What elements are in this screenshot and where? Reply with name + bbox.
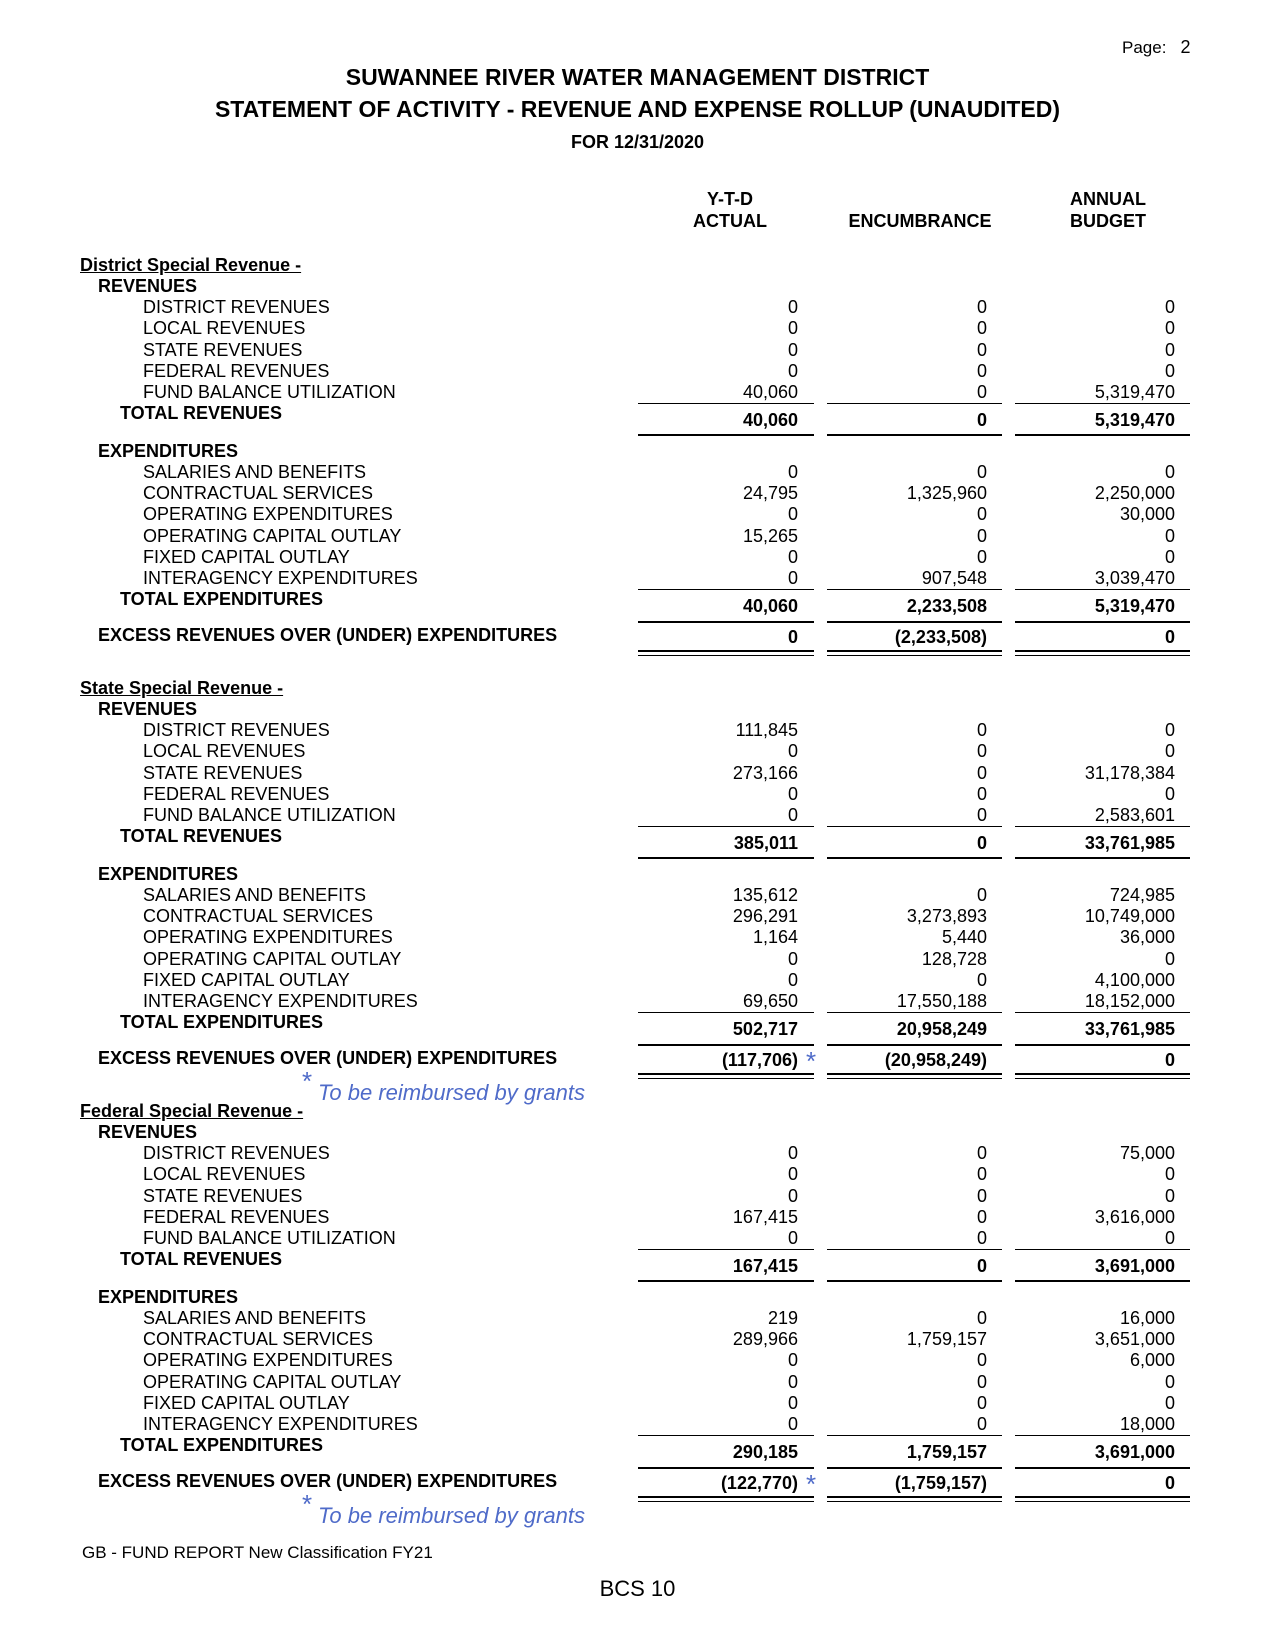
total-revenues-label: TOTAL REVENUES bbox=[120, 402, 283, 423]
total-expenditures-enc: 20,958,249 bbox=[896, 1018, 987, 1039]
total-rule bbox=[1015, 1044, 1190, 1046]
section-heading-expenditures: EXPENDITURES bbox=[98, 863, 239, 884]
line-item-budget: 5,319,470 bbox=[1094, 382, 1175, 403]
double-rule-top bbox=[827, 650, 1002, 652]
line-item-label: CONTRACTUAL SERVICES bbox=[143, 1329, 374, 1350]
line-item-budget: 0 bbox=[1164, 720, 1175, 740]
line-item-label: FIXED CAPITAL OUTLAY bbox=[143, 547, 350, 567]
fund-title: District Special Revenue - bbox=[80, 255, 302, 275]
line-item-label: SALARIES AND BENEFITS bbox=[143, 461, 367, 482]
total-rule bbox=[638, 1044, 814, 1046]
line-item-budget: 10,749,000 bbox=[1084, 906, 1175, 927]
line-item-label: SALARIES AND BENEFITS bbox=[143, 1307, 367, 1328]
double-rule-top bbox=[1015, 1073, 1190, 1075]
line-item-label: STATE REVENUES bbox=[143, 1185, 303, 1206]
line-item-ytd: 0 bbox=[787, 805, 798, 826]
line-item-label: FEDERAL REVENUES bbox=[143, 1206, 330, 1227]
line-item-label: SALARIES AND BENEFITS bbox=[143, 884, 367, 905]
total-expenditures-label: TOTAL EXPENDITURES bbox=[120, 588, 324, 609]
line-item-enc: 3,273,893 bbox=[906, 906, 987, 927]
line-item-enc: 1,759,157 bbox=[906, 1329, 987, 1350]
line-item-budget: 0 bbox=[1164, 1393, 1175, 1413]
line-item-label: OPERATING EXPENDITURES bbox=[143, 1350, 393, 1371]
line-item-ytd: 69,650 bbox=[742, 991, 798, 1012]
line-item-enc: 0 bbox=[976, 741, 987, 762]
line-item-ytd: 0 bbox=[787, 339, 798, 360]
line-item-budget: 4,100,000 bbox=[1094, 970, 1175, 990]
double-rule-bottom bbox=[827, 655, 1002, 656]
line-item-enc: 0 bbox=[976, 1206, 987, 1227]
total-expenditures-label: TOTAL EXPENDITURES bbox=[120, 1011, 324, 1032]
total-revenues-ytd: 385,011 bbox=[733, 832, 798, 853]
line-item-budget: 75,000 bbox=[1119, 1143, 1175, 1163]
section-heading-revenues: REVENUES bbox=[98, 276, 198, 296]
subtotal-rule bbox=[638, 1435, 814, 1436]
line-item-ytd: 0 bbox=[787, 783, 798, 804]
asterisk-mark: * bbox=[806, 1468, 817, 1499]
subtotal-rule bbox=[827, 589, 1002, 590]
double-rule-top bbox=[638, 1073, 814, 1075]
total-rule bbox=[827, 621, 1002, 623]
line-item-ytd: 0 bbox=[787, 547, 798, 567]
line-item-budget: 6,000 bbox=[1129, 1350, 1175, 1371]
line-item-enc: 0 bbox=[976, 720, 987, 740]
line-item-ytd: 0 bbox=[787, 1185, 798, 1206]
total-revenues-enc: 0 bbox=[976, 1255, 987, 1276]
excess-enc: (2,233,508) bbox=[894, 626, 987, 647]
line-item-ytd: 0 bbox=[787, 504, 798, 525]
line-item-enc: 0 bbox=[976, 318, 987, 339]
double-rule-bottom bbox=[638, 1078, 814, 1079]
line-item-ytd: 273,166 bbox=[732, 762, 798, 783]
line-item-enc: 0 bbox=[976, 762, 987, 783]
fund-title: Federal Special Revenue - bbox=[80, 1101, 304, 1121]
total-expenditures-budget: 33,761,985 bbox=[1084, 1018, 1175, 1039]
line-item-ytd: 0 bbox=[787, 1143, 798, 1163]
line-item-budget: 0 bbox=[1164, 783, 1175, 804]
line-item-enc: 0 bbox=[976, 1350, 987, 1371]
line-item-ytd: 135,612 bbox=[732, 884, 798, 905]
line-item-budget: 0 bbox=[1164, 318, 1175, 339]
line-item-ytd: 0 bbox=[787, 1371, 798, 1392]
line-item-budget: 2,250,000 bbox=[1094, 483, 1175, 504]
double-rule-bottom bbox=[1015, 655, 1190, 656]
line-item-budget: 0 bbox=[1164, 1228, 1175, 1249]
excess-enc: (1,759,157) bbox=[894, 1472, 987, 1493]
line-item-enc: 0 bbox=[976, 1393, 987, 1413]
line-item-label: OPERATING EXPENDITURES bbox=[143, 504, 393, 525]
total-revenues-budget: 3,691,000 bbox=[1094, 1255, 1175, 1276]
line-item-enc: 0 bbox=[976, 1371, 987, 1392]
line-item-ytd: 0 bbox=[787, 1393, 798, 1413]
line-item-budget: 18,000 bbox=[1119, 1414, 1175, 1435]
total-rule bbox=[638, 434, 814, 436]
double-rule-bottom bbox=[1015, 1501, 1190, 1502]
footer-code: BCS 10 bbox=[599, 1576, 676, 1601]
total-rule bbox=[1015, 434, 1190, 436]
line-item-ytd: 0 bbox=[787, 1350, 798, 1371]
line-item-label: OPERATING CAPITAL OUTLAY bbox=[143, 525, 402, 546]
subtotal-rule bbox=[827, 403, 1002, 404]
line-item-ytd: 0 bbox=[787, 1164, 798, 1185]
total-rule bbox=[1015, 857, 1190, 859]
total-expenditures-budget: 5,319,470 bbox=[1094, 595, 1175, 616]
line-item-enc: 0 bbox=[976, 1185, 987, 1206]
line-item-label: FEDERAL REVENUES bbox=[143, 360, 330, 381]
line-item-budget: 36,000 bbox=[1119, 927, 1175, 948]
line-item-enc: 17,550,188 bbox=[896, 991, 987, 1012]
line-item-budget: 724,985 bbox=[1109, 884, 1175, 905]
subtotal-rule bbox=[1015, 1249, 1190, 1250]
line-item-label: LOCAL REVENUES bbox=[143, 1164, 306, 1185]
line-item-enc: 0 bbox=[976, 1307, 987, 1328]
line-item-ytd: 0 bbox=[787, 297, 798, 317]
line-item-enc: 0 bbox=[976, 360, 987, 381]
line-item-label: DISTRICT REVENUES bbox=[143, 720, 330, 740]
excess-ytd: (122,770) bbox=[720, 1472, 798, 1493]
subtotal-rule bbox=[1015, 589, 1190, 590]
page-number bbox=[1122, 37, 1190, 58]
line-item-ytd: 24,795 bbox=[742, 483, 798, 504]
asterisk-mark: * bbox=[806, 1045, 817, 1076]
total-expenditures-ytd: 40,060 bbox=[742, 595, 798, 616]
line-item-enc: 0 bbox=[976, 547, 987, 567]
double-rule-top bbox=[1015, 650, 1190, 652]
line-item-budget: 0 bbox=[1164, 360, 1175, 381]
subtotal-rule bbox=[638, 1249, 814, 1250]
line-item-budget: 18,152,000 bbox=[1084, 991, 1175, 1012]
total-rule bbox=[827, 857, 1002, 859]
line-item-ytd: 0 bbox=[787, 1228, 798, 1249]
line-item-enc: 0 bbox=[976, 382, 987, 403]
line-item-label: DISTRICT REVENUES bbox=[143, 1143, 330, 1163]
line-item-label: INTERAGENCY EXPENDITURES bbox=[143, 568, 418, 589]
total-revenues-ytd: 40,060 bbox=[742, 409, 798, 430]
subtotal-rule bbox=[1015, 826, 1190, 827]
subtotal-rule bbox=[1015, 1435, 1190, 1436]
total-revenues-label: TOTAL REVENUES bbox=[120, 825, 283, 846]
line-item-enc: 0 bbox=[976, 504, 987, 525]
line-item-budget: 0 bbox=[1164, 1371, 1175, 1392]
line-item-budget: 0 bbox=[1164, 297, 1175, 317]
line-item-enc: 0 bbox=[976, 1164, 987, 1185]
line-item-label: FUND BALANCE UTILIZATION bbox=[143, 1228, 396, 1249]
page-label: Page: bbox=[1122, 38, 1167, 57]
total-revenues-budget: 5,319,470 bbox=[1094, 409, 1175, 430]
double-rule-bottom bbox=[1015, 1078, 1190, 1079]
line-item-enc: 0 bbox=[976, 1414, 987, 1435]
total-rule bbox=[1015, 621, 1190, 623]
total-rule bbox=[638, 857, 814, 859]
total-rule bbox=[638, 621, 814, 623]
line-item-label: OPERATING CAPITAL OUTLAY bbox=[143, 948, 402, 969]
line-item-budget: 3,616,000 bbox=[1094, 1206, 1175, 1227]
excess-label: EXCESS REVENUES OVER (UNDER) EXPENDITURES bbox=[98, 1047, 558, 1068]
subtotal-rule bbox=[1015, 403, 1190, 404]
subtotal-rule bbox=[638, 1012, 814, 1013]
excess-budget: 0 bbox=[1164, 626, 1175, 647]
excess-budget: 0 bbox=[1164, 1472, 1175, 1493]
line-item-budget: 0 bbox=[1164, 948, 1175, 969]
line-item-label: CONTRACTUAL SERVICES bbox=[143, 483, 374, 504]
total-rule bbox=[827, 1467, 1002, 1469]
line-item-enc: 0 bbox=[976, 461, 987, 482]
line-item-ytd: 111,845 bbox=[735, 720, 798, 740]
line-item-ytd: 167,415 bbox=[732, 1206, 798, 1227]
total-expenditures-enc: 1,759,157 bbox=[906, 1441, 987, 1462]
line-item-ytd: 0 bbox=[787, 461, 798, 482]
line-item-ytd: 289,966 bbox=[732, 1329, 798, 1350]
footer-text: GB - FUND REPORT New Classification FY21 bbox=[82, 1543, 433, 1562]
line-item-label: STATE REVENUES bbox=[143, 339, 303, 360]
report-title: STATEMENT OF ACTIVITY - REVENUE AND EXPENSE ROLLUP (UNAUDITED) bbox=[214, 96, 1061, 122]
page-value: 2 bbox=[1180, 37, 1191, 57]
section-heading-revenues: REVENUES bbox=[98, 1122, 198, 1142]
line-item-enc: 0 bbox=[976, 884, 987, 905]
total-expenditures-label: TOTAL EXPENDITURES bbox=[120, 1434, 324, 1455]
double-rule-bottom bbox=[827, 1078, 1002, 1079]
total-revenues-ytd: 167,415 bbox=[732, 1255, 798, 1276]
subtotal-rule bbox=[827, 1012, 1002, 1013]
double-rule-top bbox=[1015, 1496, 1190, 1498]
line-item-enc: 0 bbox=[976, 970, 987, 990]
excess-enc: (20,958,249) bbox=[884, 1049, 987, 1070]
double-rule-top bbox=[638, 1496, 814, 1498]
line-item-label: FIXED CAPITAL OUTLAY bbox=[143, 970, 350, 990]
subtotal-rule bbox=[638, 403, 814, 404]
line-item-label: FUND BALANCE UTILIZATION bbox=[143, 382, 396, 403]
reimbursement-note: To be reimbursed by grants bbox=[318, 1502, 585, 1528]
line-item-ytd: 15,265 bbox=[742, 525, 798, 546]
total-expenditures-budget: 3,691,000 bbox=[1094, 1441, 1175, 1462]
line-item-ytd: 0 bbox=[787, 1414, 798, 1435]
subtotal-rule bbox=[1015, 1012, 1190, 1013]
line-item-label: FUND BALANCE UTILIZATION bbox=[143, 805, 396, 826]
total-rule bbox=[827, 1280, 1002, 1282]
org-title: SUWANNEE RIVER WATER MANAGEMENT DISTRICT bbox=[345, 64, 930, 90]
line-item-budget: 0 bbox=[1164, 1164, 1175, 1185]
fund-title: State Special Revenue - bbox=[80, 678, 284, 698]
report-period: FOR 12/31/2020 bbox=[570, 132, 705, 152]
section-heading-expenditures: EXPENDITURES bbox=[98, 1286, 239, 1307]
line-item-enc: 0 bbox=[976, 525, 987, 546]
reimbursement-note: To be reimbursed by grants bbox=[318, 1079, 585, 1105]
total-expenditures-enc: 2,233,508 bbox=[906, 595, 987, 616]
line-item-budget: 3,039,470 bbox=[1094, 568, 1175, 589]
total-rule bbox=[638, 1467, 814, 1469]
total-rule bbox=[827, 434, 1002, 436]
line-item-enc: 0 bbox=[976, 339, 987, 360]
line-item-enc: 5,440 bbox=[941, 927, 987, 948]
total-rule bbox=[1015, 1467, 1190, 1469]
line-item-label: INTERAGENCY EXPENDITURES bbox=[143, 991, 418, 1012]
total-rule bbox=[827, 1044, 1002, 1046]
line-item-label: LOCAL REVENUES bbox=[143, 741, 306, 762]
double-rule-top bbox=[827, 1496, 1002, 1498]
line-item-label: CONTRACTUAL SERVICES bbox=[143, 906, 374, 927]
double-rule-bottom bbox=[638, 655, 814, 656]
line-item-enc: 907,548 bbox=[921, 568, 987, 589]
line-item-budget: 3,651,000 bbox=[1094, 1329, 1175, 1350]
total-expenditures-ytd: 502,717 bbox=[732, 1018, 798, 1039]
total-revenues-budget: 33,761,985 bbox=[1084, 832, 1175, 853]
line-item-ytd: 0 bbox=[787, 360, 798, 381]
double-rule-top bbox=[827, 1073, 1002, 1075]
subtotal-rule bbox=[638, 589, 814, 590]
line-item-ytd: 219 bbox=[767, 1307, 798, 1328]
line-item-budget: 30,000 bbox=[1119, 504, 1175, 525]
section-heading-expenditures: EXPENDITURES bbox=[98, 440, 239, 461]
line-item-enc: 0 bbox=[976, 805, 987, 826]
double-rule-bottom bbox=[638, 1501, 814, 1502]
line-item-budget: 16,000 bbox=[1119, 1307, 1175, 1328]
note-asterisk: * bbox=[302, 1065, 313, 1096]
line-item-ytd: 0 bbox=[787, 970, 798, 990]
line-item-ytd: 0 bbox=[787, 948, 798, 969]
line-item-label: STATE REVENUES bbox=[143, 762, 303, 783]
col-header-encumbrance: ENCUMBRANCE bbox=[848, 211, 992, 231]
line-item-budget: 0 bbox=[1164, 525, 1175, 546]
total-expenditures-ytd: 290,185 bbox=[732, 1441, 798, 1462]
line-item-enc: 0 bbox=[976, 1143, 987, 1163]
subtotal-rule bbox=[827, 826, 1002, 827]
total-revenues-enc: 0 bbox=[976, 409, 987, 430]
line-item-label: FIXED CAPITAL OUTLAY bbox=[143, 1393, 350, 1413]
section-heading-revenues: REVENUES bbox=[98, 699, 198, 719]
line-item-label: OPERATING CAPITAL OUTLAY bbox=[143, 1371, 402, 1392]
col-header-ytd: Y-T-D ACTUAL bbox=[693, 189, 767, 231]
excess-label: EXCESS REVENUES OVER (UNDER) EXPENDITURES bbox=[98, 1470, 558, 1491]
line-item-label: DISTRICT REVENUES bbox=[143, 297, 330, 317]
subtotal-rule bbox=[638, 826, 814, 827]
line-item-ytd: 0 bbox=[787, 568, 798, 589]
total-revenues-enc: 0 bbox=[976, 832, 987, 853]
line-item-budget: 0 bbox=[1164, 1185, 1175, 1206]
line-item-budget: 0 bbox=[1164, 547, 1175, 567]
excess-ytd: (117,706) bbox=[721, 1049, 798, 1070]
line-item-ytd: 0 bbox=[787, 318, 798, 339]
double-rule-bottom bbox=[827, 1501, 1002, 1502]
line-item-enc: 0 bbox=[976, 297, 987, 317]
line-item-budget: 31,178,384 bbox=[1084, 762, 1175, 783]
total-rule bbox=[1015, 1280, 1190, 1282]
line-item-budget: 2,583,601 bbox=[1094, 805, 1175, 826]
note-asterisk: * bbox=[302, 1488, 313, 1519]
excess-ytd: 0 bbox=[787, 626, 798, 647]
line-item-ytd: 0 bbox=[787, 741, 798, 762]
line-item-enc: 1,325,960 bbox=[906, 483, 987, 504]
excess-label: EXCESS REVENUES OVER (UNDER) EXPENDITURES bbox=[98, 624, 558, 645]
total-rule bbox=[638, 1280, 814, 1282]
line-item-label: LOCAL REVENUES bbox=[143, 318, 306, 339]
line-item-label: INTERAGENCY EXPENDITURES bbox=[143, 1414, 418, 1435]
line-item-ytd: 40,060 bbox=[742, 382, 798, 403]
col-header-budget: ANNUAL BUDGET bbox=[1070, 189, 1146, 231]
line-item-ytd: 1,164 bbox=[752, 927, 798, 948]
line-item-label: OPERATING EXPENDITURES bbox=[143, 927, 393, 948]
line-item-label: FEDERAL REVENUES bbox=[143, 783, 330, 804]
subtotal-rule bbox=[827, 1249, 1002, 1250]
total-revenues-label: TOTAL REVENUES bbox=[120, 1248, 283, 1269]
double-rule-top bbox=[638, 650, 814, 652]
line-item-enc: 0 bbox=[976, 783, 987, 804]
line-item-enc: 128,728 bbox=[921, 948, 987, 969]
subtotal-rule bbox=[827, 1435, 1002, 1436]
excess-budget: 0 bbox=[1164, 1049, 1175, 1070]
line-item-ytd: 296,291 bbox=[732, 906, 798, 927]
line-item-budget: 0 bbox=[1164, 339, 1175, 360]
line-item-budget: 0 bbox=[1164, 741, 1175, 762]
line-item-enc: 0 bbox=[976, 1228, 987, 1249]
line-item-budget: 0 bbox=[1164, 461, 1175, 482]
